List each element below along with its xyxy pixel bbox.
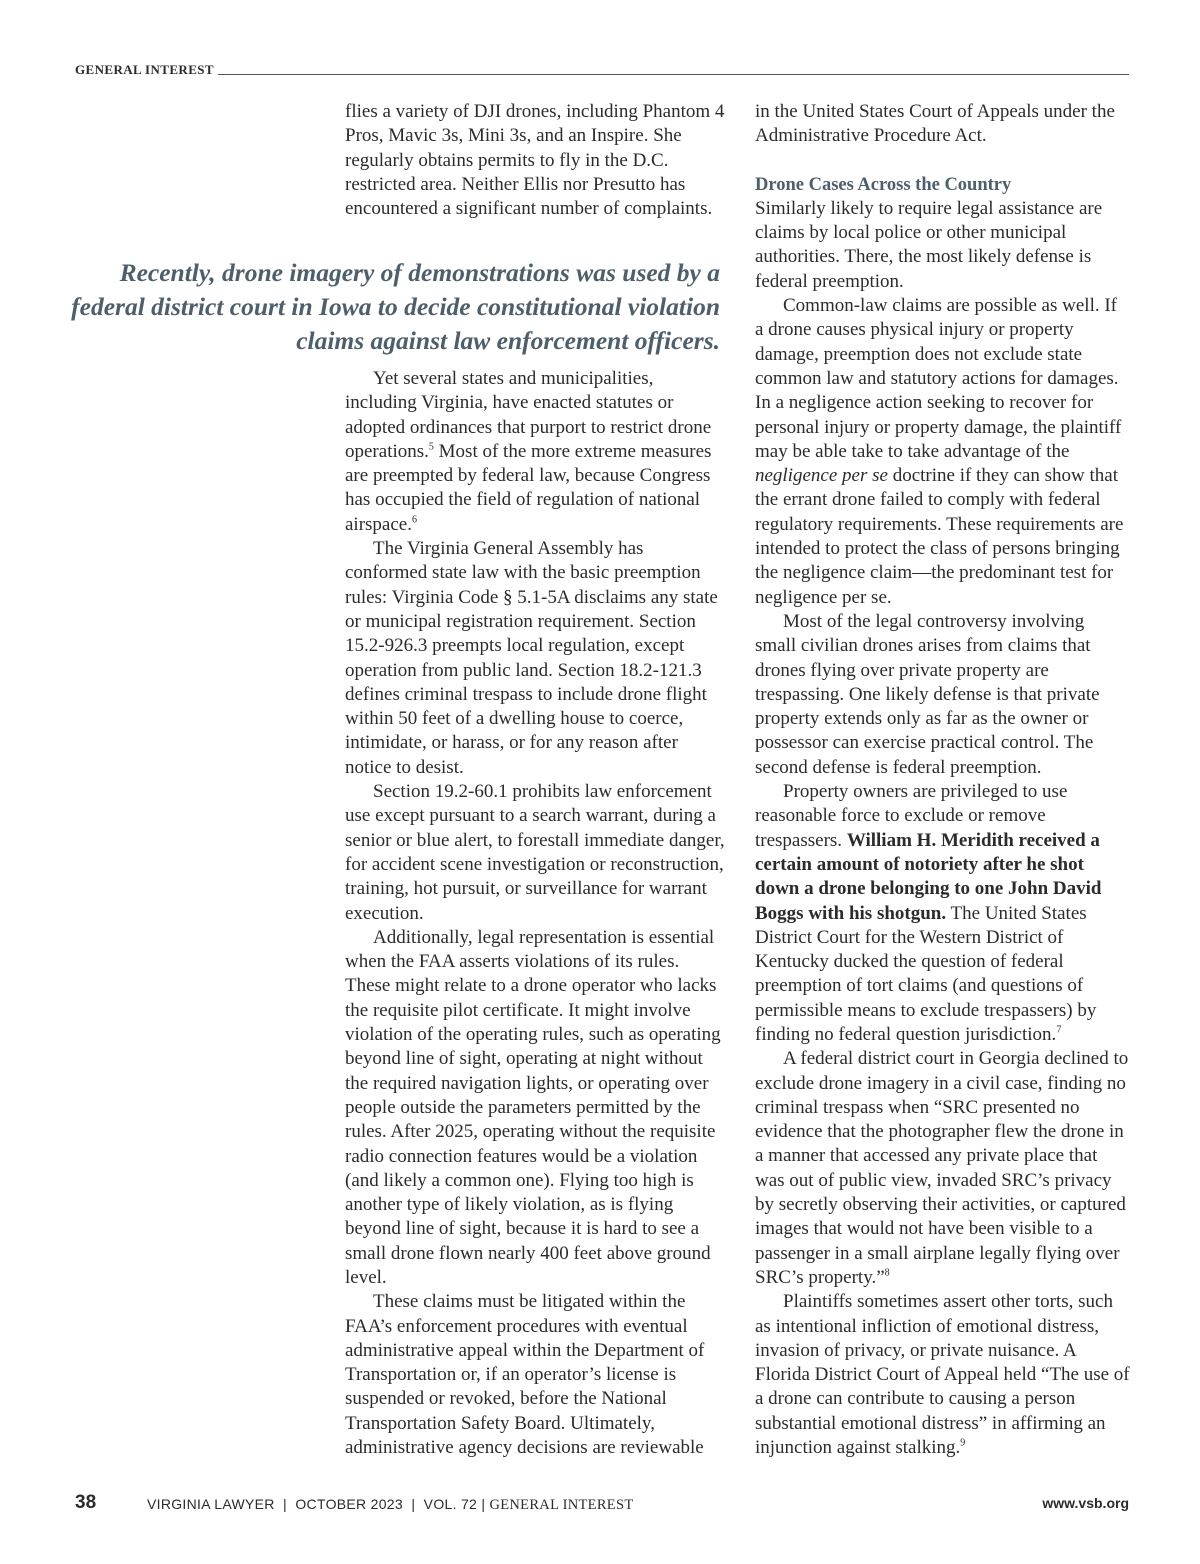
- page-number: 38: [75, 1492, 97, 1513]
- publication-info: VIRGINIA LAWYER | OCTOBER 2023 | VOL. 72 | GENERAL INTEREST: [147, 1496, 634, 1513]
- italic-term: negligence per se: [755, 465, 888, 487]
- footnote-ref[interactable]: 6: [411, 514, 417, 526]
- paragraph: Plaintiffs sometimes assert other torts, such as intentional infliction of emotional distress, invasion of privacy, or private nuisance. A Florida District Court of Appeal held “The use of a drone can contribute to causing a person substantial emotional distress” in affirming an injunction against stalking.$^9$: [755, 1291, 1130, 1459]
- paragraph: Additionally, legal representation is essential when the FAA asserts violations of its rules. These might relate to a drone operator who lacks the requisite pilot certificate. It might involve violation of the operating rules, such as operating beyond line of sight, operating at night without the required navigation lights, or operating over people outside the parameters permitted by the rules. After 2025, operating without the requisite radio connection features would be a violation (and likely a common one). Flying too high is another type of likely violation, as is flying beyond line of sight, because it is hard to see a small drone flown nearly 400 feet above ground level.: [345, 926, 721, 1288]
- running-header: [75, 62, 1129, 78]
- paragraph: Section 19.2-60.1 prohibits law enforcement use except pursuant to a search warrant, during a senior or blue alert, to forestall immediate danger, for accident scene investigation or reconstruction, training, hot pursuit, or surveillance for warrant execution.: [345, 781, 725, 924]
- column-1-body: [345, 367, 725, 1460]
- paragraph: Most of the legal controversy involving small civilian drones arises from claims that drones flying over private property are trespassing. One likely defense is that private property extends only as far as the owner or possessor can exercise practical control. The second defense is federal preemption.: [755, 610, 1100, 778]
- paragraph: A federal district court in Georgia declined to exclude drone imagery in a civil case, finding no criminal trespass when “SRC presented no evidence that the photographer flew the drone in a manner that accessed any private place that was out of public view, invaded SRC’s privacy by secretly observing their activities, or captured images that would not have been visible to a passenger in a small airplane legally flying over SRC’s property.”$^8$: [755, 1048, 1129, 1288]
- footnote-ref[interactable]: 8: [884, 1267, 890, 1279]
- paragraph: Property owners are privileged to use reasonable force to exclude or remove trespassers. William H. Meridith received a certain amount of notoriety after he shot down a drone belonging to one John David Boggs with his shotgun. The United States District Court for the Western District of Kentucky ducked the question of federal preemption of tort claims (and questions of permissible means to exclude trespassers) by finding no federal question jurisdiction.$^7$: [755, 781, 1102, 1045]
- paragraph: flies a variety of DJI drones, including Phantom 4 Pros, Mavic 3s, Mini 3s, and an Inspire. She regularly obtains permits to fly in the D.C. restricted area. Neither Ellis nor Presutto has encountered a significant number of complaints.: [345, 101, 725, 220]
- paragraph: Similarly likely to require legal assistance are claims by local police or other municipal authorities. There, the most likely defense is federal preemption.: [755, 197, 1103, 292]
- column-2: [755, 100, 1130, 1460]
- footnote-ref[interactable]: 7: [1056, 1024, 1062, 1036]
- column-1-top: [345, 100, 725, 221]
- subheading: Drone Cases Across the Country: [755, 174, 1012, 195]
- paragraph: The Virginia General Assembly has conformed state law with the basic preemption rules: Virginia Code § 5.1-5A disclaims any state or municipal registration requirement. Section 15.2-926.3 preempts local regulation, except operation from public land. Section 18.2-121.3 defines criminal trespass to include drone flight within 50 feet of a dwelling house to coerce, intimidate, or harass, or for any reason after notice to desist.: [345, 538, 718, 778]
- pull-quote: Recently, drone imagery of demonstrations was used by a federal district court in Iowa to decide constitutional violation claims against law enforcement officers.: [71, 258, 720, 355]
- section-label: GENERAL INTEREST: [75, 62, 218, 78]
- paragraph: in the United States Court of Appeals under the Administrative Procedure Act.: [755, 101, 1115, 147]
- paragraph: These claims must be litigated within the FAA’s enforcement procedures with eventual administrative appeal within the Department of Transportation or, if an operator’s license is suspended or revoked, before the National Transportation Safety Board. Ultimately, administrative agency decisions are reviewable: [345, 1291, 705, 1459]
- footnote-ref[interactable]: 5: [428, 441, 434, 453]
- paragraph: Yet several states and municipalities, including Virginia, have enacted statutes or adopted ordinances that purport to restrict drone operations.$^5$ Most of the more extreme measures are preempted by federal law, because Congress has occupied the field of regulation of national airspace.$^6$: [345, 368, 712, 535]
- paragraph: Common-law claims are possible as well. If a drone causes physical injury or property damage, preemption does not exclude state common law and statutory actions for damages. In a negligence action seeking to recover for personal injury or property damage, the plaintiff may be able take to take advantage of the negligence per se doctrine if they can show that the errant drone failed to comply with federal regulatory requirements. These requirements are intended to protect the class of persons bringing the negligence claim—the predominant test for negligence per se.: [755, 295, 1124, 608]
- bold-passage: William H. Meridith received a certain amount of notoriety after he shot down a drone belonging to one John David Boggs with his shotgun.: [755, 829, 1102, 924]
- website-link[interactable]: www.vsb.org: [1042, 1495, 1129, 1511]
- header-rule: [75, 74, 1129, 75]
- footnote-ref[interactable]: 9: [960, 1437, 966, 1449]
- page-footer: [75, 1492, 1129, 1516]
